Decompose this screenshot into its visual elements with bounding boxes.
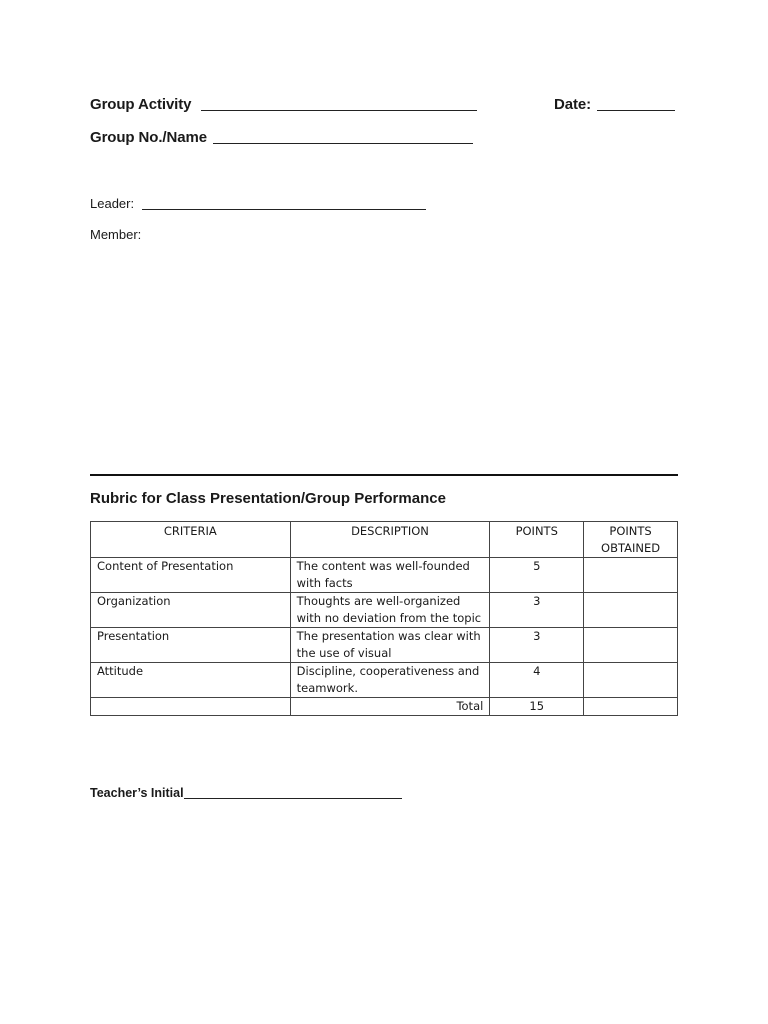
table-row [91,558,678,593]
teacher-initial-line [90,786,402,800]
points-cell: 3 [490,628,584,663]
date-line [554,96,675,113]
points-cell: 4 [490,663,584,698]
description-cell [290,593,490,628]
total-points-obtained-cell[interactable] [584,698,678,716]
points-obtained-line-1: POINTS [609,524,652,538]
description-cell [290,663,490,698]
criteria-cell: Attitude [91,663,291,698]
leader-field[interactable] [142,209,426,210]
description-line: The content was well-founded [296,559,470,573]
column-header-points-obtained [584,522,678,558]
teacher-initial-field[interactable] [184,798,402,799]
points-obtained-line-2: OBTAINED [601,541,661,555]
table-row [91,593,678,628]
points-obtained-cell[interactable] [584,628,678,663]
total-points: 15 [490,698,584,716]
description-line: The presentation was clear with [296,629,481,643]
group-activity-field[interactable] [201,110,477,111]
criteria-cell: Content of Presentation [91,558,291,593]
leader-label: Leader: [90,196,135,211]
criteria-cell: Presentation [91,628,291,663]
total-row [91,698,678,716]
description-line: teamwork. [296,681,358,695]
section-divider [90,474,678,476]
leader-line [90,196,426,211]
group-activity-label: Group Activity [90,96,192,113]
column-header-points: POINTS [490,522,584,558]
description-line: with facts [296,576,353,590]
description-cell [290,558,490,593]
column-header-description: DESCRIPTION [290,522,490,558]
table-row [91,663,678,698]
table-header-row [91,522,678,558]
date-label: Date: [554,96,592,113]
teacher-initial-label: Teacher’s Initial [90,786,184,800]
description-line: the use of visual [296,646,392,660]
group-no-line [90,129,473,146]
rubric-title: Rubric for Class Presentation/Group Performance [90,490,446,507]
date-field[interactable] [597,110,675,111]
criteria-cell: Organization [91,593,291,628]
points-cell: 5 [490,558,584,593]
table-row [91,628,678,663]
group-no-field[interactable] [213,143,473,144]
total-label: Total [290,698,490,716]
rubric-table [90,521,678,716]
points-obtained-cell[interactable] [584,558,678,593]
group-activity-line [90,96,477,113]
description-line: Discipline, cooperativeness and [296,664,480,678]
description-line: with no deviation from the topic [296,611,482,625]
description-line: Thoughts are well-organized [296,594,461,608]
description-cell [290,628,490,663]
member-label: Member: [90,227,142,242]
column-header-criteria: CRITERIA [91,522,291,558]
points-cell: 3 [490,593,584,628]
points-obtained-cell[interactable] [584,593,678,628]
total-empty-cell [91,698,291,716]
group-no-label: Group No./Name [90,129,207,146]
points-obtained-cell[interactable] [584,663,678,698]
